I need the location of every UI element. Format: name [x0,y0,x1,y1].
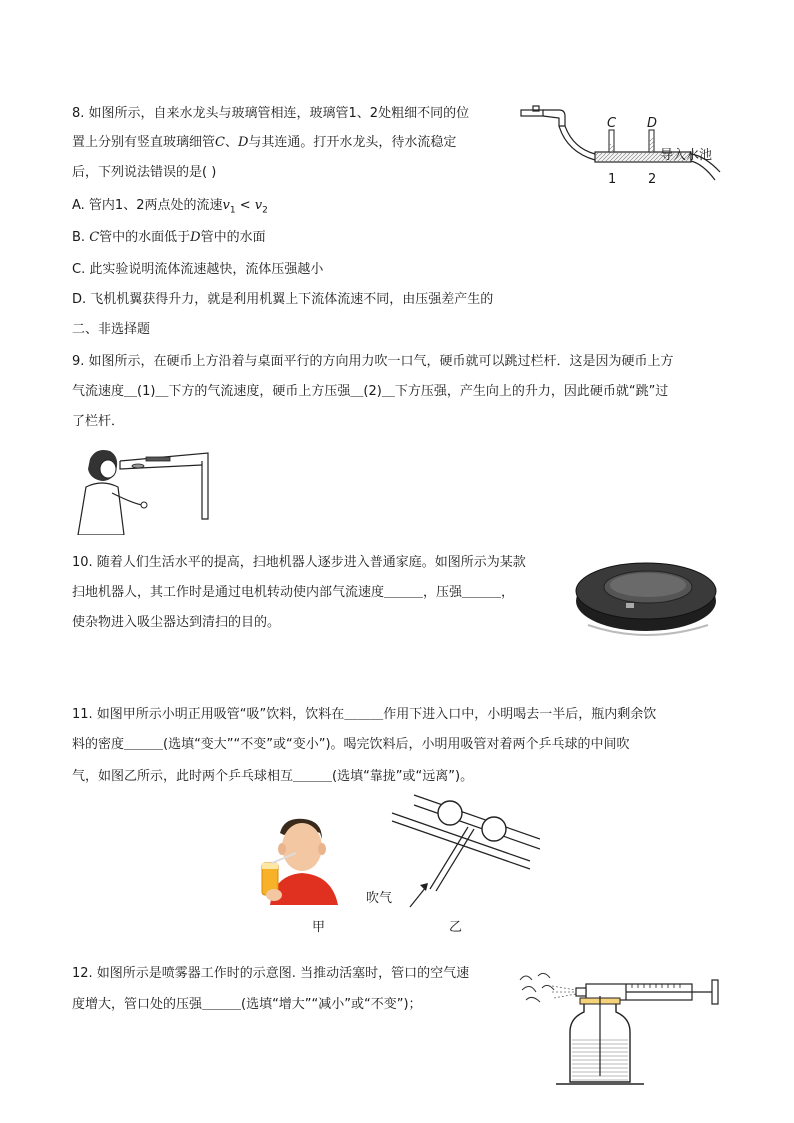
q10-line3: 使杂物进入吸尘器达到清扫的目的。 [72,615,281,630]
q8-tube-d: D [237,135,249,150]
q8-v1: v [222,198,230,213]
q12-line2: 度增大，管口处的压强＿＿＿(选填“增大”“减小”或“不变”)； [72,997,422,1012]
q8-option-b-c: C [89,230,100,245]
q8-option-a [72,196,268,221]
q11-line2: 料的密度＿＿＿(选填“变大”“不变”或“变小”)。喝完饮料后，小明用吸管对着两个乒乓球的中间吹 [72,737,630,752]
robot-vacuum-illustration [568,555,722,641]
q8-faucet-figure [515,100,725,190]
q10-line1: 10. 随着人们生活水平的提高，扫地机器人逐步进入普通家庭。如图所示为某款 [72,555,526,570]
q8-option-b-prefix: B. [72,230,90,245]
q12-line1: 12. 如图所示是喷雾器工作时的示意图. 当推动活塞时，管口的空气速 [72,966,470,981]
ping-pong-balls-illustration [390,793,540,913]
fig-label-2: 2 [648,172,657,187]
q8-line2-tail: 与其连通。打开水龙头，待水流稳定 [248,135,457,150]
girl-blowing-coin-illustration [72,447,210,535]
q8-option-a-text: A. 管内1、2两点处的流速 [72,198,223,213]
q8-line2-text: 置上分别有竖直玻璃细管 [72,135,216,150]
q11-yi-figure [390,793,540,913]
sprayer-illustration [516,962,722,1088]
fig-label-1: 1 [608,172,617,187]
q9-coin-figure [72,447,210,535]
q11-line3: 气，如图乙所示，此时两个乒乓球相互＿＿＿(选填“靠拢”或“远离”)。 [72,769,474,784]
q8-option-b-d: D [190,230,201,245]
q8-option-b-tail: 管中的水面 [200,230,266,245]
q10-robot-vacuum-figure [568,555,722,641]
q8-v1-sub: 1 [229,205,236,216]
q8-sep: 、 [224,135,238,150]
q8-option-c: C. 此实验说明流体流速越快，流体压强越小 [72,262,324,277]
q9-line3: 了栏杆． [72,414,125,429]
q9-line2: 气流速度＿(1)＿下方的气流速度，硬币上方压强＿(2)＿下方压强，产生向上的升力，因此硬币就“跳”过 [72,384,669,399]
q8-v2-sub: 2 [262,205,268,216]
q8-option-d: D. 飞机机翼获得升力，就是利用机翼上下流体流速不同，由压强差产生的 [72,292,494,307]
q8-line2 [72,133,456,153]
q8-v2: v [254,198,263,213]
q8-line1: 8. 如图所示，自来水龙头与玻璃管相连，玻璃管1、2处粗细不同的位 [72,106,470,121]
q8-option-b-mid: 管中的水面低于 [99,230,191,245]
q10-line2: 扫地机器人，其工作时是通过电机转动使内部气流速度＿＿＿，压强＿＿＿， [72,585,515,600]
q11-jia-figure [258,813,342,905]
q8-option-b [72,228,266,248]
q11-label-jia: 甲 [312,920,326,935]
fig-label-d: D [647,116,658,131]
q11-label-yi: 乙 [449,920,463,935]
fig-label-pool: 导入水池 [660,148,713,163]
q8-line3: 后，下列说法错误的是( ) [72,165,217,180]
q11-label-blow: 吹气 [366,891,393,906]
boy-drinking-illustration [258,813,342,905]
q8-tube-c: C [215,135,225,150]
q8-lt: < [235,198,255,213]
q12-sprayer-figure [516,962,722,1088]
fig-label-c: C [607,116,617,131]
section-heading: 二、非选择题 [72,322,151,337]
q9-line1: 9. 如图所示，在硬币上方沿着与桌面平行的方向用力吹一口气，硬币就可以跳过栏杆．这是因为硬币上方 [72,354,674,369]
q11-line1: 11. 如图甲所示小明正用吸管“吸”饮料，饮料在＿＿＿作用下进入口中，小明喝去一半后，瓶内剩余饮 [72,707,657,722]
